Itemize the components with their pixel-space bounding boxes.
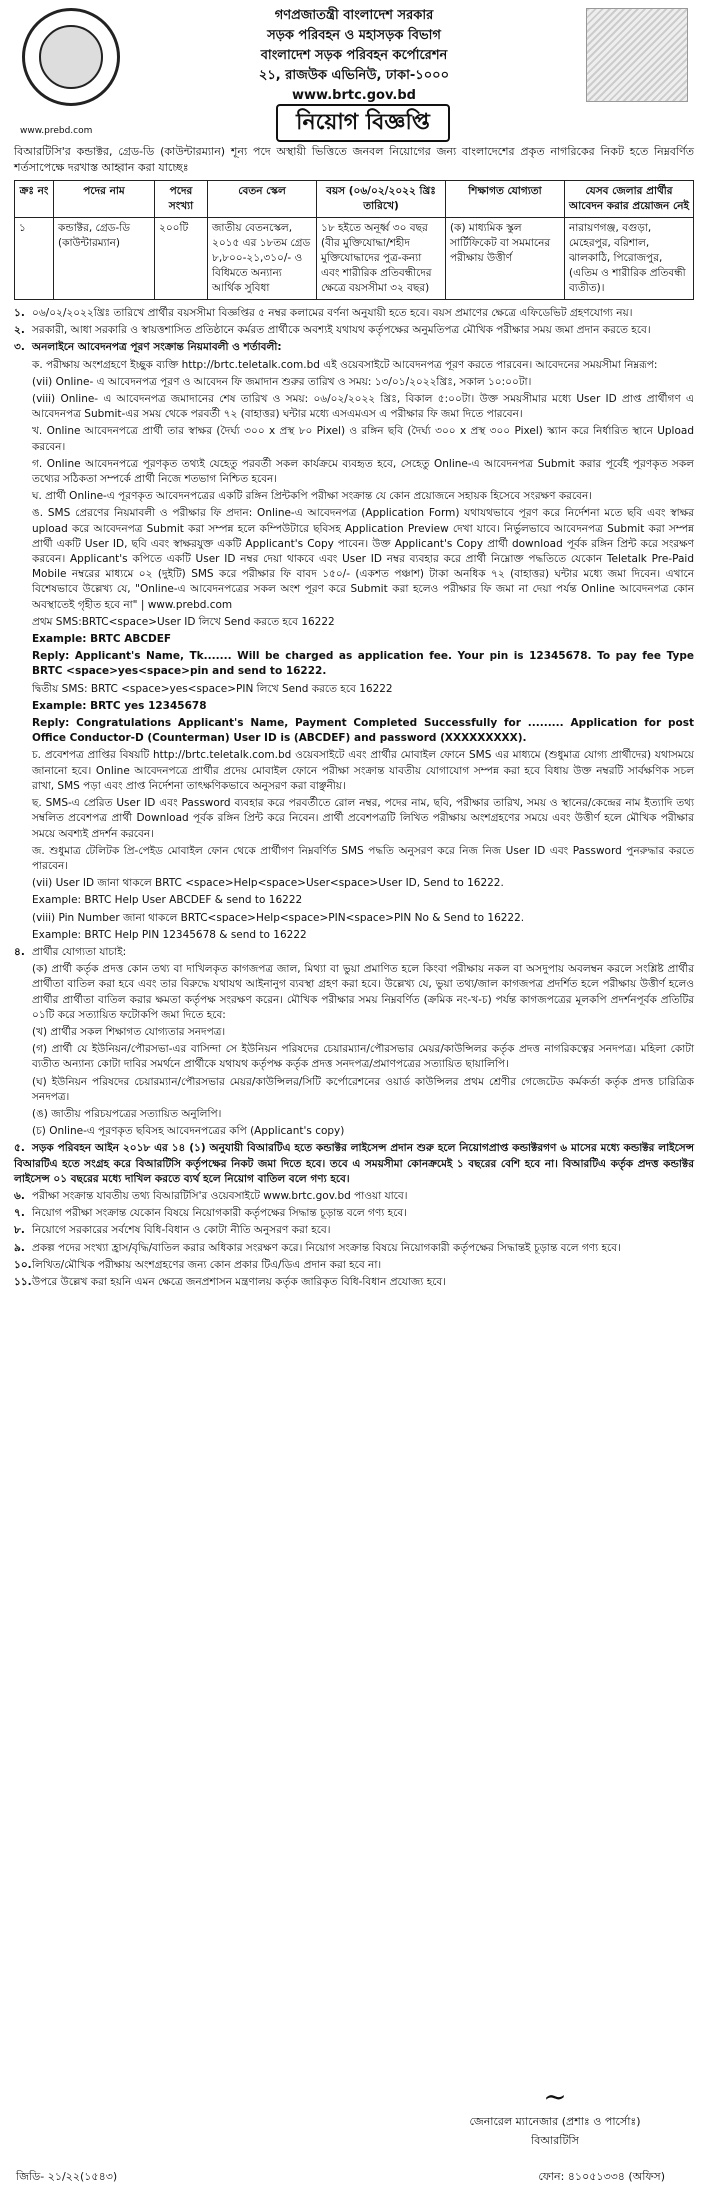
- reference-number: জিডি- ২১/২২(১৫৪৩): [16, 2170, 118, 2183]
- post-table: [14, 180, 694, 300]
- note-7: ৭. নিয়োগ পরীক্ষা সংক্রান্ত যেকোন বিষয়ে নিয়োগকারী কর্তৃপক্ষের সিদ্ধান্ত চূড়ান্ত বলে গণ্য হবে।: [14, 1207, 408, 1220]
- example-1: Example: BRTC ABCDEF: [32, 633, 172, 646]
- col-age: বয়স (০৬/০২/২০২২ খ্রিঃ তারিখে): [317, 181, 446, 218]
- notes-list: [14, 306, 694, 1290]
- notice-page: [14, 6, 694, 1292]
- cell-edu: (ক) মাধ্যমিক স্কুল সার্টিফিকেট বা সমমানের পরীক্ষায় উত্তীর্ণ: [446, 218, 565, 300]
- header-line4: ২১, রাজউক এভিনিউ, ঢাকা-১০০০: [258, 68, 450, 83]
- watermark-text: www.prebd.com: [20, 126, 93, 136]
- col-count: পদের সংখ্যা: [155, 181, 208, 218]
- note-3h: জ. শুধুমাত্র টেলিটক প্রি-পেইড মোবাইল ফোন থেকে প্রার্থীগণ নিম্নবর্ণিত SMS পদ্ধতি অনুসরণ করে নিজ নিজ User ID এবং Password পুনরুদ্ধার করতে পারবেন।: [32, 844, 695, 872]
- note-3e: ঙ. SMS প্রেরণের নিয়মাবলী ও পরীক্ষার ফি প্রদান: Online-এ আবেদনপত্র (Application Form) যথাযথভাবে পূরণ করে নির্দেশনা মতে ছবি এবং স্বাক্ষর upload করে আবেদনপত্র Submit করা সম্পন্ন হলে কম্পিউটারে ছবিসহ Application Preview দেখা যাবে। নির্ভুলভাবে আবেদনপত্র Submit করা সম্পন্ন প্রার্থী একটি User ID, ছবি এবং স্বাক্ষরযুক্ত একটি Applicant's Copy পাবেন। উক্ত Applicant's Copy প্রার্থী download পূর্বক রঙ্গিন প্রিন্ট করে সংরক্ষণ করবেন। Applicant's কপিতে একটি User ID নম্বর দেয়া থাকবে এবং User ID নম্বর ব্যবহার করে প্রার্থী নিম্নোক্ত পদ্ধতিতে যেকোন Teletalk Pre-Paid Mobile নম্বরের মাধ্যমে ০২ (দুইটি) SMS করে পরীক্ষার ফি বাবদ ১৫০/- (একশত পঞ্চাশ) টাকা অনধিক ৭২ (বাহাত্তর) ঘন্টার মধ্যে জমা দিবেন। এখানে বিশেষভাবে উল্লেখ্য যে, "Online-এ আবেদনপত্রের সকল অংশ পূরণ করে Submit করা হলেও পরীক্ষার ফি জমা না দেয়া পর্যন্ত Online আবেদনপত্র কোন অবস্থাতেই গৃহীত হবে না" | www.prebd.com: [32, 507, 694, 611]
- signature-title: জেনারেল ম্যানেজার (প্রশাঃ ও পার্সোঃ): [469, 2115, 641, 2128]
- col-districts: যেসব জেলার প্রার্থীর আবেদন করার প্রয়োজন নেই: [565, 181, 694, 218]
- example-3: Example: BRTC Help User ABCDEF & send to 16222: [32, 894, 303, 907]
- note-3h-2: (viii) Pin Number জানা থাকলে BRTC<space>Help<space>PIN<space>PIN No & Send to 16222.: [32, 911, 525, 924]
- brtc-logo: [22, 8, 120, 106]
- intro-text: বিআরটিসি'র কন্ডাক্টর, গ্রেড-ডি (কাউন্টারম্যান) শূন্য পদে অস্থায়ী ভিত্তিতে জনবল নিয়োগের জন্য বাংলাদেশের প্রকৃত নাগরিকের নিকট হতে নিম্নবর্ণিত শর্তসাপেক্ষে দরখাস্ত আহ্বান করা যাচ্ছেঃ: [14, 145, 694, 174]
- col-scale: বেতন স্কেল: [208, 181, 317, 218]
- note-3b: খ. Online আবেদনপত্রে প্রার্থী তার স্বাক্ষর (দৈর্ঘ্য ৩০০ x প্রস্থ ৮০ Pixel) ও রঙ্গিন ছবি (দৈর্ঘ্য ৩০০ x প্রস্থ ৩০০ Pixel) স্ক্যান করে নির্ধারিত স্থানে Upload করবেন।: [32, 425, 694, 453]
- note-3d: ঘ. প্রার্থী Online-এ পূরণকৃত আবেদনপত্রের একটি রঙ্গিন প্রিন্টকপি পরীক্ষা সংক্রান্ত যে কোন প্রয়োজনে সহায়ক হিসেবে সংরক্ষণ করবেন।: [32, 490, 593, 503]
- signature-org: বিআরটিসি: [531, 2134, 579, 2147]
- note-5: ৫. সড়ক পরিবহন আইন ২০১৮ এর ১৪ (১) অনুযায়ী বিআরটিএ হতে কন্ডাক্টর লাইসেন্স প্রদান শুরু হলে নিয়োগপ্রাপ্ত কন্ডাক্টরগণ ৬ মাসের মধ্যে কন্ডাক্টর লাইসেন্স বিআরটিএ হতে সংগ্রহ করে বিআরটিসি কর্তৃপক্ষের নিকট জমা দিতে হবে। তবে এ সময়সীমা কোনক্রমেই ১ বছরের বেশি হবে না। বিআরটিএ কর্তৃক প্রদত্ত কন্ডাক্টর লাইসেন্স ০১ বছরের মধ্যে দাখিল করতে ব্যর্থ হলে নিয়োগ বাতিল বলে গণ্য হবে।: [14, 1142, 694, 1185]
- signature-block: [445, 2080, 665, 2151]
- note-2: ২. সরকারী, আধা সরকারি ও স্বায়ত্তশাসিত প্রতিষ্ঠানে কর্মরত প্রার্থীকে অবশ্যই যথাযথ কর্তৃপক্ষের অনুমতিপত্র মৌখিক পরীক্ষার সময় জমা প্রদান করতে হবে।: [14, 324, 651, 337]
- cell-post: কন্ডাক্টর, গ্রেড-ডি (কাউন্টারম্যান): [54, 218, 155, 300]
- cell-sl: ১: [15, 218, 54, 300]
- example-4: Example: BRTC Help PIN 12345678 & send to 16222: [32, 928, 307, 941]
- phone-number: ফোন: ৪১০৫১৩৩৪ (অফিস): [538, 2170, 665, 2183]
- table-row: [15, 218, 694, 300]
- note-3: ৩. অনলাইনে আবেদনপত্র পূরণ সংক্রান্ত নিয়মাবলী ও শর্তাবলী:: [14, 341, 282, 354]
- sms-first: প্রথম SMS:BRTC<space>User ID লিখে Send করতে হবে 16222: [32, 615, 335, 628]
- cell-scale: জাতীয় বেতনস্কেল, ২০১৫ এর ১৮তম গ্রেড ৮,৮০০-২১,৩১০/- ও বিধিমতে অন্যান্য আর্থিক সুবিধা: [208, 218, 317, 300]
- cell-age: ১৮ হইতে অনূর্ধ্ব ৩০ বছর (বীর মুক্তিযোদ্ধা/শহীদ মুক্তিযোদ্ধাদের পুত্র-কন্যা এবং শারীরিক প্রতিবন্ধীদের ক্ষেত্রে বয়সসীমা ৩২ বছর): [317, 218, 446, 300]
- note-3h-1: (vii) User ID জানা থাকলে BRTC <space>Help<space>User<space>User ID, Send to 16222.: [32, 877, 504, 890]
- note-6: ৬. পরীক্ষা সংক্রান্ত যাবতীয় তথ্য বিআরটিসি'র ওয়েবসাইটে www.brtc.gov.bd পাওয়া যাবে।: [14, 1189, 408, 1202]
- note-3f: চ. প্রবেশপত্র প্রাপ্তির বিষয়টি http://brtc.teletalk.com.bd ওয়েবসাইটে এবং প্রার্থীর মোবাইল ফোনে SMS এর মাধ্যমে (শুধুমাত্র যোগ্য প্রার্থীদের) যথাসময়ে জানানো হবে। Online আবেদনপত্রে প্রার্থীর প্রদেয় মোবাইল ফোনে পরীক্ষা সংক্রান্ত যাবতীয় যোগাযোগ সম্পন্ন করা হবে বিধায় উক্ত নম্বরটি সার্বক্ষণিক সচল রাখা, SMS পড়া এবং প্রাপ্ত নির্দেশনা তাৎক্ষণিকভাবে অনুসরণ করা বাঞ্ছনীয়।: [32, 749, 694, 792]
- note-3a-2: (viii) Online- এ আবেদনপত্র জমাদানের শেষ তারিখ ও সময়: ০৬/০২/২০২২ খ্রিঃ, বিকাল ৫:০০টা। উক্ত সময়সীমার মধ্যে User ID প্রাপ্ত প্রার্থীগণ এ আবেদনপত্র Submit-এর সময় থেকে পরবর্তী ৭২ (বাহাত্তর) ঘন্টার মধ্যে এসএমএস এ পরীক্ষার ফি জমা দিতে পারবেন।: [32, 393, 694, 421]
- portrait-image: [586, 8, 688, 102]
- note-4f: (চ) Online-এ পূরণকৃত ছবিসহ আবেদনপত্রের কপি (Applicant's copy): [32, 1125, 345, 1138]
- cell-count: ২০০টি: [155, 218, 208, 300]
- col-post: পদের নাম: [54, 181, 155, 218]
- sms-second: দ্বিতীয় SMS: BRTC <space>yes<space>PIN লিখে Send করতে হবে 16222: [32, 682, 393, 695]
- note-3a: ক. পরীক্ষায় অংশগ্রহণে ইচ্ছুক ব্যক্তি http://brtc.teletalk.com.bd এই ওয়েবসাইটে আবেদনপত্র পূরণ করতে পারবেন। আবেদনের সময়সীমা নিম্নরূপ:: [32, 358, 658, 371]
- page-title: নিয়োগ বিজ্ঞপ্তি: [276, 104, 450, 142]
- note-4d: (ঘ) ইউনিয়ন পরিষদের চেয়ারম্যান/পৌরসভার মেয়র/কাউন্সিলর/সিটি কর্পোরেশনের ওয়ার্ড কাউন্সিলর প্রথম শ্রেণীর গেজেটেড কর্মকর্তা কর্তৃক প্রদত্ত চারিত্রিক সনদপত্র।: [32, 1075, 694, 1103]
- note-3g: ছ. SMS-এ প্রেরিত User ID এবং Password ব্যবহার করে পরবর্তীতে রোল নম্বর, পদের নাম, ছবি, পরীক্ষার তারিখ, সময় ও স্থানের/কেন্দ্রের নাম ইত্যাদি তথ্য সম্বলিত প্রবেশপত্র প্রার্থী Download পূর্বক রঙ্গিন প্রিন্ট করে নিবেন। প্রার্থী প্রবেশপত্রটি লিখিত পরীক্ষায় অংশগ্রহণের সময়ে এবং উত্তীর্ণ হলে মৌখিক পরীক্ষার সময়ে অবশ্যই প্রদর্শন করবেন।: [32, 797, 694, 840]
- note-4b: (খ) প্রার্থীর সকল শিক্ষাগত যোগ্যতার সনদপত্র।: [32, 1025, 226, 1038]
- note-8: ৮. নিয়োগে সরকারের সর্বশেষ বিধি-বিধান ও কোটা নীতি অনুসরণ করা হবে।: [14, 1224, 331, 1237]
- col-edu: শিক্ষাগত যোগ্যতা: [446, 181, 565, 218]
- col-sl: ক্রঃ নং: [15, 181, 54, 218]
- example-2: Example: BRTC yes 12345678: [32, 699, 207, 712]
- note-11: ১১.উপরে উল্লেখ করা হয়নি এমন ক্ষেত্রে জনপ্রশাসন মন্ত্রণালয় কর্তৃক জারিকৃত বিধি-বিধান প্রযোজ্য হবে।: [14, 1275, 447, 1288]
- header-line3: বাংলাদেশ সড়ক পরিবহন কর্পোরেশন: [260, 48, 448, 63]
- note-9: ৯. প্রকল্প পদের সংখ্যা হ্রাস/বৃদ্ধি/বাতিল করার অধিকার সংরক্ষণ করে। নিয়োগ সংক্রান্ত বিষয়ে নিয়োগকারী কর্তৃপক্ষের সিদ্ধান্তই চূড়ান্ত বলে গণ্য হবে।: [14, 1241, 621, 1254]
- reply-2: Reply: Congratulations Applicant's Name, Payment Completed Successfully for ......... Application for post Office Conductor-D (Counterman) User ID is (ABCDEF) and password (XXXXXXXXX).: [32, 717, 694, 745]
- note-4c: (গ) প্রার্থী যে ইউনিয়ন/পৌরসভা-এর বাসিন্দা সে ইউনিয়ন পরিষদের চেয়ারম্যান/পৌরসভার মেয়র/কাউন্সিলর কর্তৃক প্রদত্ত নাগরিকত্বের সনদপত্র। মহিলা কোটা ব্যতীত অন্যান্য কোটা দাবির সমর্থনে প্রার্থীকে যথাযথ কর্তৃপক্ষ কর্তৃক প্রদত্ত সনদপত্র/প্রমাণপত্রের সত্যায়িত ছায়ালিপি।: [32, 1043, 694, 1071]
- header-line2: সড়ক পরিবহন ও মহাসড়ক বিভাগ: [267, 28, 441, 43]
- note-4e: (ঙ) জাতীয় পরিচয়পত্রের সত্যায়িত অনুলিপি।: [32, 1107, 222, 1120]
- header-line1: গণপ্রজাতন্ত্রী বাংলাদেশ সরকার: [274, 8, 434, 23]
- note-10: ১০.লিখিত/মৌখিক পরীক্ষায় অংশগ্রহণের জন্য কোন প্রকার টিএ/ডিএ প্রদান করা হবে না।: [14, 1258, 382, 1271]
- note-4a: (ক) প্রার্থী কর্তৃক প্রদত্ত কোন তথ্য বা দাখিলকৃত কাগজপত্র জাল, মিথ্যা বা ভুয়া প্রমাণিত হলে কিংবা পরীক্ষায় নকল বা অসদুপায় অবলম্বন করলে সংশ্লিষ্ট প্রার্থীর প্রার্থীতা বাতিল করা হবে এবং তার বিরুদ্ধে যথাযথ আইনানুগ ব্যবস্থা গ্রহণ করা হবে। উল্লেখ্য যে, ভুয়া তথ্য/জাল কাগজপত্র প্রদর্শিত হলে পরীক্ষায় উত্তীর্ণ হলেও প্রার্থীর প্রার্থীতা বাতিল করার ক্ষমতা কর্তৃপক্ষ সংরক্ষণ করেন। মৌখিক পরীক্ষার সময় নিম্নবর্ণিত (ক্রমিক নং-খ-চ) পর্যন্ত কাগজপত্রের মূলকপি প্রদর্শনপূর্বক প্রতিটির ০১টি করে সত্যায়িত ফটোকপি জমা দিতে হবে:: [32, 963, 694, 1021]
- note-3c: গ. Online আবেদনপত্রে পূরণকৃত তথ্যই যেহেতু পরবর্তী সকল কার্যক্রমে ব্যবহৃত হবে, সেহেতু Online-এ আবেদনপত্র Submit করার পূর্বেই পূরণকৃত সকল তথ্যের সঠিকতা সম্পর্কে প্রার্থী নিজে শতভাগ নিশ্চিত হবেন।: [32, 457, 694, 486]
- note-4: ৪. প্রার্থীর যোগ্যতা যাচাই:: [14, 945, 127, 958]
- header-website[interactable]: www.brtc.gov.bd: [292, 88, 416, 103]
- cell-districts: নারায়ণগঞ্জ, বগুড়া, মেহেরপুর, বরিশাল, ঝালকাঠি, পিরোজপুর, (এতিম ও শারীরিক প্রতিবন্ধী ব্যতীত)।: [565, 218, 694, 300]
- header: [14, 6, 694, 138]
- reply-1: Reply: Applicant's Name, Tk....... Will be charged as application fee. Your pin is 12345678. To pay fee Type BRTC <space>yes<space>pin and send to 16222.: [32, 650, 694, 678]
- signature-mark: ~: [543, 2080, 567, 2113]
- note-3a-1: (vii) Online- এ আবেদনপত্র পূরণ ও আবেদন ফি জমাদান শুরুর তারিখ ও সময়: ১৩/০১/২০২২খ্রিঃ, সকাল ১০:০০টা।: [32, 375, 532, 388]
- note-1: ১. ০৬/০২/২০২২খ্রিঃ তারিখে প্রার্থীর বয়সসীমা বিজ্ঞপ্তির ৫ নম্বর কলামের বর্ণনা অনুযায়ী হতে হবে। বয়স প্রমাণের ক্ষেত্রে এফিডেভিট গ্রহণযোগ্য নয়।: [14, 307, 633, 319]
